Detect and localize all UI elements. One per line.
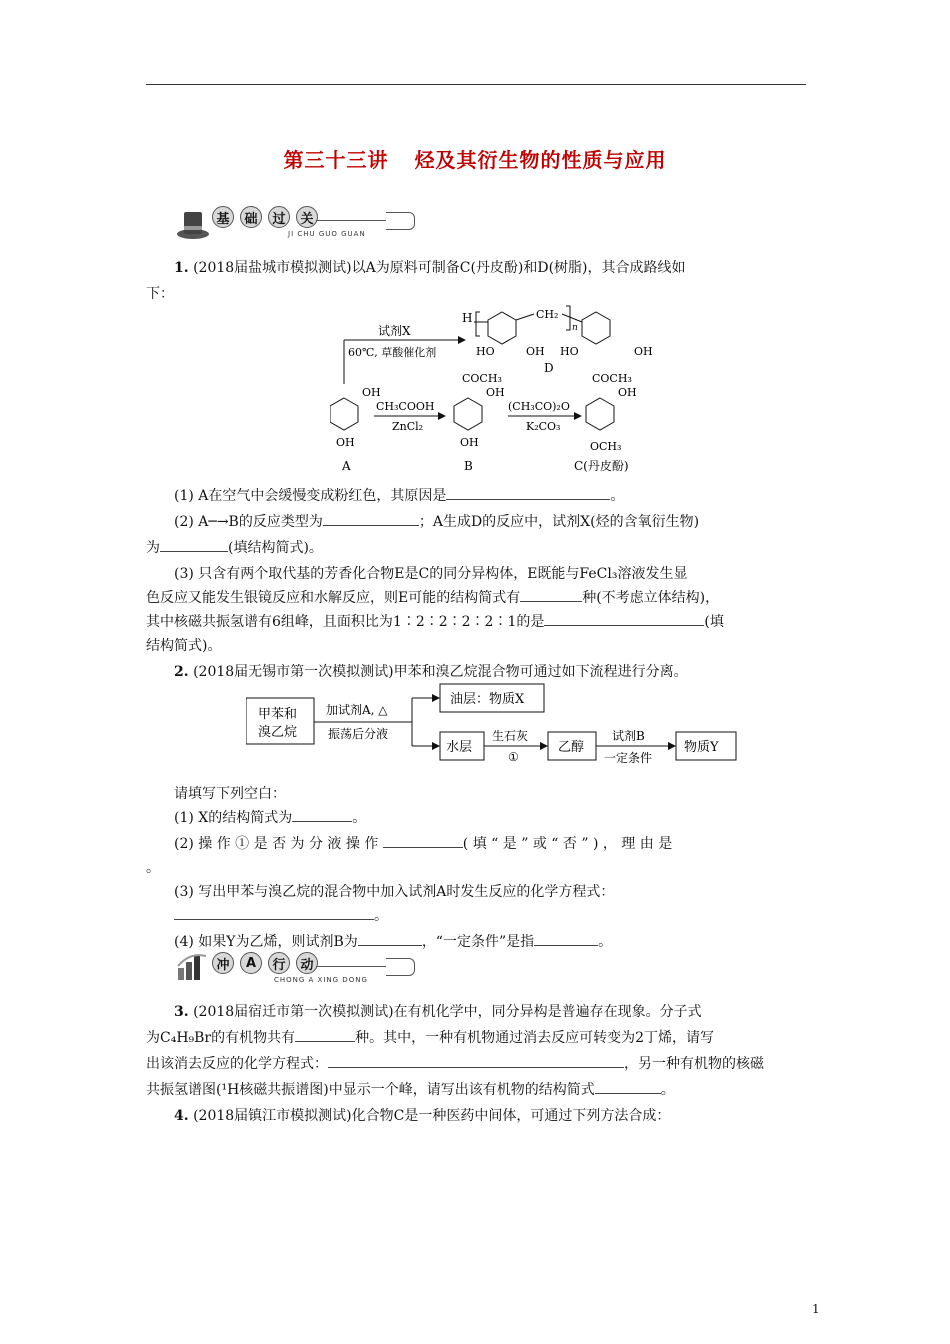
badge-char: 行	[268, 952, 290, 974]
polymer-n: n	[572, 323, 578, 333]
flow-start-line1: 甲苯和	[258, 707, 298, 722]
q3-line3: 出该消去反应的化学方程式： ，另一种有机物的核磁	[146, 1052, 806, 1076]
page-number: 1	[812, 1302, 820, 1316]
answer-blank[interactable]	[446, 485, 610, 500]
q1-sub3-cont3: 结构简式)。	[146, 638, 222, 654]
ho-group: HO	[476, 345, 495, 358]
badge-char: 基	[212, 206, 234, 228]
oh-group: OH	[618, 386, 637, 399]
bar-chart-icon	[176, 952, 212, 982]
oh-group: OH	[526, 345, 545, 358]
flow-ethanol: 乙醇	[558, 740, 585, 755]
answer-blank[interactable]	[160, 537, 228, 552]
badge-char: 过	[268, 206, 290, 228]
acetyl-group: COCH₃	[592, 372, 632, 385]
header-rule	[146, 84, 806, 85]
label-a: A	[342, 459, 351, 473]
q3-line4: 共振氢谱图(¹H核磁共振谱图)中显示一个峰，请写出该有机物的结构简式 。	[146, 1078, 806, 1102]
answer-blank[interactable]	[595, 1079, 661, 1094]
answer-blank[interactable]	[328, 1053, 624, 1068]
answer-blank[interactable]	[534, 931, 598, 946]
oh-group: OH	[362, 386, 381, 399]
q4-line1: 4. (2018届镇江市模拟测试)化合物C是一种医药中间体，可通过下列方法合成：	[174, 1108, 671, 1124]
q1-sub3-cont2: 其中核磁共振氢谱有6组峰，且面积比为1∶2∶2∶2∶2∶1的是 (填	[146, 610, 806, 634]
methoxy-group: OCH₃	[590, 440, 622, 453]
q2-sub4: (4) 如果Y为乙烯，则试剂B为 ，“一定条件”是指 。	[146, 930, 806, 954]
oh-group: OH	[336, 436, 355, 449]
flow-product-y: 物质Y	[684, 740, 719, 755]
synthesis-scheme	[330, 300, 670, 480]
q1-intro-cont: 下：	[146, 286, 174, 302]
q1-sub2-cont: 为 (填结构简式)。	[146, 536, 806, 560]
q2-sub2: (2) 操 作 ① 是 否 为 分 液 操 作 ( 填 “ 是 ” 或 “ 否 ” ) ， 理 由 是	[146, 832, 806, 856]
oh-group: OH	[486, 386, 505, 399]
q1-sub3-cont: 色反应又能发生银镜反应和水解反应，则E可能的结构简式有 种(不考虑立体结构)，	[146, 586, 806, 610]
reagent-zncl2: ZnCl₂	[392, 420, 424, 433]
flow-step-1: ①	[508, 750, 519, 764]
answer-blank[interactable]	[520, 587, 582, 602]
badge-char: 冲	[212, 952, 234, 974]
page-title	[0, 144, 950, 173]
flow-reagent-b: 试剂B	[612, 729, 645, 743]
acetyl-group: COCH₃	[462, 372, 502, 385]
oh-group: OH	[460, 436, 479, 449]
label-c: C(丹皮酚)	[574, 459, 629, 473]
answer-blank[interactable]	[544, 611, 704, 626]
reagent-acetic-acid: CH₃COOH	[376, 400, 435, 413]
q1-sub2: (2) A─→B的反应类型为 ；A生成D的反应中，试剂X(烃的含氧衍生物)	[146, 510, 806, 534]
flow-condition-bottom: 振荡后分液	[328, 727, 389, 741]
q3-line1: 3. (2018届宿迁市第一次模拟测试)在有机化学中，同分异构是普遍存在现象。分子式	[174, 1004, 702, 1020]
flow-lime: 生石灰	[492, 729, 529, 743]
separation-flowchart	[246, 680, 746, 772]
answer-blank[interactable]	[383, 833, 463, 848]
label-d: D	[544, 361, 554, 375]
answer-blank[interactable]	[358, 931, 422, 946]
badge-char: 关	[296, 206, 318, 228]
q3-line2: 为C₄H₉Br的有机物共有 种。其中，一种有机物通过消去反应可转变为2丁烯，请写	[146, 1026, 806, 1050]
q1-sub3: (3) 只含有两个取代基的芳香化合物E是C的同分异构体，E既能与FeCl₃溶液发生显	[174, 566, 688, 582]
answer-blank[interactable]	[323, 511, 419, 526]
badge-char: A	[240, 952, 262, 974]
q2-sub1: (1) X的结构简式为 。	[146, 806, 806, 830]
oh-group: OH	[634, 345, 653, 358]
lecture-number: 第三十三讲	[283, 148, 389, 172]
q2-sub3: (3) 写出甲苯与溴乙烷的混合物中加入试剂A时发生反应的化学方程式：	[174, 884, 615, 900]
flow-oil-layer: 油层：物质X	[450, 692, 525, 707]
answer-blank[interactable]	[292, 807, 352, 822]
q2-sub3-answer: 。	[146, 904, 806, 928]
hat-icon	[176, 206, 212, 240]
reagent-x-conditions: 60℃, 草酸催化剂	[348, 346, 437, 359]
q2-fill-prompt: 请填写下列空白：	[174, 786, 286, 802]
polymer-h: H	[462, 311, 473, 325]
q2-intro: 2. (2018届无锡市第一次模拟测试)甲苯和溴乙烷混合物可通过如下流程进行分离。	[174, 664, 688, 680]
answer-blank[interactable]	[295, 1027, 355, 1042]
reagent-x: 试剂X	[378, 324, 411, 338]
reagent-k2co3: K₂CO₃	[526, 420, 561, 433]
badge-pinyin: CHONG A XING DONG	[274, 976, 368, 984]
label-b: B	[464, 459, 473, 473]
section-badge-advanced	[176, 952, 416, 994]
lecture-topic: 烃及其衍生物的性质与应用	[414, 148, 667, 172]
methylene: CH₂	[536, 308, 559, 321]
answer-blank[interactable]	[174, 905, 374, 920]
badge-char: 动	[296, 952, 318, 974]
section-badge-basic	[176, 206, 416, 248]
q1-sub1: (1) A在空气中会缓慢变成粉红色，其原因是 。	[146, 484, 806, 508]
ho-group: HO	[560, 345, 579, 358]
flow-condition-top: 加试剂A, △	[326, 703, 388, 717]
q2-sub2-cont: 。	[146, 860, 160, 876]
flow-condition: 一定条件	[604, 751, 653, 765]
badge-pinyin: JI CHU GUO GUAN	[288, 230, 366, 238]
flow-start-line2: 溴乙烷	[258, 725, 298, 740]
reagent-acetic-anhydride: (CH₃CO)₂O	[508, 400, 570, 413]
q1-intro: 1. (2018届盐城市模拟测试)以A为原料可制备C(丹皮酚)和D(树脂)，其合成路线如	[174, 260, 686, 276]
badge-char: 础	[240, 206, 262, 228]
flow-water-layer: 水层	[446, 740, 473, 755]
